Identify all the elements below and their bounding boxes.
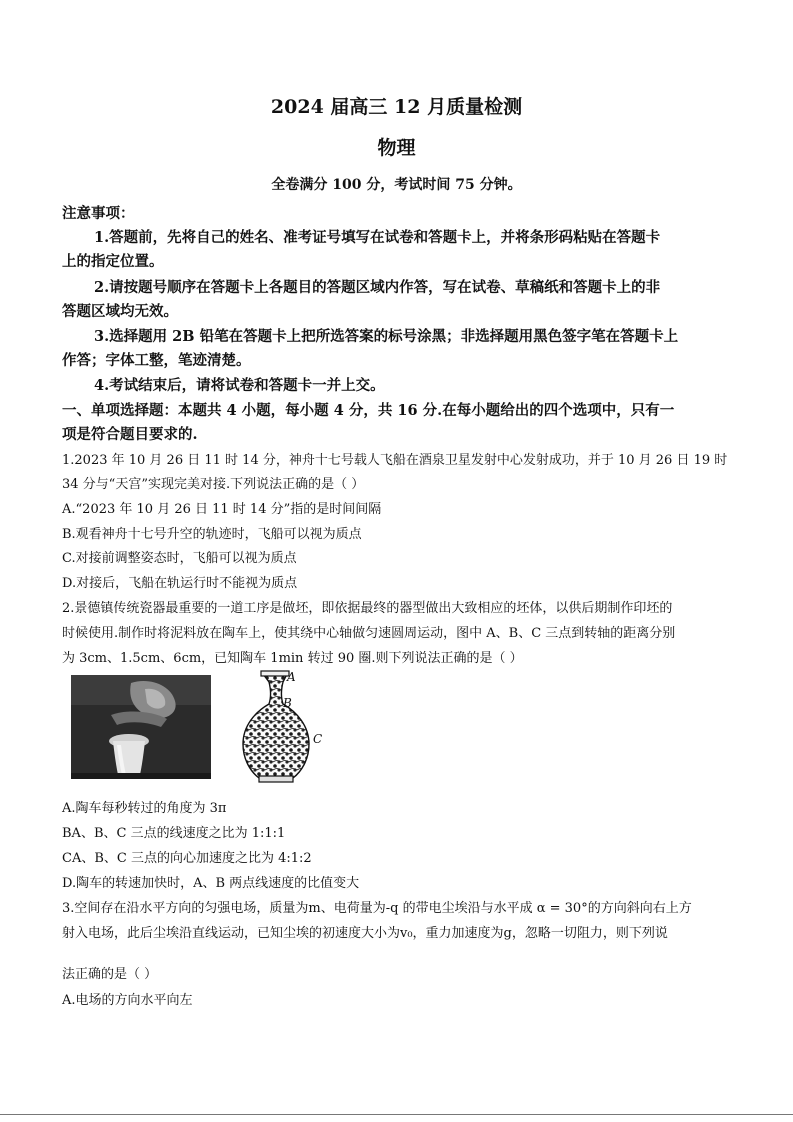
q1-option-a: A.“2023 年 10 月 26 日 11 时 14 分”指的是时间间隔 <box>62 502 382 517</box>
q3-stem: 3.空间存在沿水平方向的匀强电场，质量为m、电荷量为-q 的带电尘埃沿与水平成 α = 30°的方向斜向右上方 <box>62 901 692 916</box>
q1-stem: 34 分与“天宫”实现完美对接.下列说法正确的是（ ） <box>62 477 365 492</box>
q2-stem: 2.景德镇传统瓷器最重要的一道工序是做坯，即依据最终的器型做出大致相应的坯体，以供后期制作印坯的 <box>62 601 673 616</box>
notice-item: 作答；字体工整，笔迹清楚。 <box>62 352 251 369</box>
q1-stem: 1.2023 年 10 月 26 日 11 时 14 分，神舟十七号载人飞船在酒泉卫星发射中心发射成功，并于 10 月 26 日 19 时 <box>62 453 728 468</box>
q3-stem: 法正确的是（ ） <box>62 967 158 982</box>
q2-stem: 时候使用.制作时将泥料放在陶车上，使其绕中心轴做匀速圆周运动，图中 A、B、C 三点到转轴的距离分别 <box>62 626 676 641</box>
notice-item: 答题区域均无效。 <box>62 303 178 320</box>
exam-title: 2024 届高三 12 月质量检测 <box>270 96 523 118</box>
point-a-label: A <box>287 670 296 684</box>
notice-item: 2.请按题号顺序在答题卡上各题目的答题区域内作答，写在试卷、草稿纸和答题卡上的非 <box>94 279 661 296</box>
point-c-label: C <box>313 732 323 746</box>
q2-stem: 为 3cm、1.5cm、6cm，已知陶车 1min 转过 90 圈.则下列说法正确的是（ ） <box>62 651 523 666</box>
notice-item: 4.考试结束后，请将试卷和答题卡一并上交。 <box>94 377 385 394</box>
notice-heading: 注意事项： <box>62 205 135 222</box>
q1-option-d: D.对接后，飞船在轨运行时不能视为质点 <box>62 576 298 591</box>
q3-option-a: A.电场的方向水平向左 <box>62 993 193 1008</box>
q2-option-b: BA、B、C 三点的线速度之比为 1:1:1 <box>62 826 286 841</box>
q2-option-c: CA、B、C 三点的向心加速度之比为 4:1:2 <box>62 851 312 866</box>
pottery-wheel-photo <box>71 675 211 779</box>
exam-info: 全卷满分 100 分，考试时间 75 分钟。 <box>271 177 522 193</box>
vase-diagram <box>225 668 335 786</box>
subject-title: 物理 <box>377 137 416 159</box>
point-b-label: B <box>283 696 292 710</box>
q2-option-d: D.陶车的转速加快时，A、B 两点线速度的比值变大 <box>62 876 360 891</box>
page-bottom-rule <box>0 1114 793 1115</box>
q1-option-b: B.观看神舟十七号升空的轨迹时，飞船可以视为质点 <box>62 527 362 542</box>
section-heading-cont: 项是符合题目要求的. <box>62 426 198 443</box>
q2-option-a: A.陶车每秒转过的角度为 3π <box>62 801 227 816</box>
notice-item: 1.答题前，先将自己的姓名、准考证号填写在试卷和答题卡上，并将条形码粘贴在答题卡 <box>94 229 661 246</box>
q3-stem: 射入电场，此后尘埃沿直线运动，已知尘埃的初速度大小为v₀，重力加速度为g，忽略一切阻力，则下列说 <box>62 926 668 941</box>
section-heading: 一、单项选择题：本题共 4 小题，每小题 4 分，共 16 分.在每小题给出的四个选项中，只有一 <box>62 402 675 419</box>
notice-item: 上的指定位置。 <box>62 253 164 270</box>
q1-option-c: C.对接前调整姿态时，飞船可以视为质点 <box>62 551 297 566</box>
notice-item: 3.选择题用 2B 铅笔在答题卡上把所选答案的标号涂黑；非选择题用黑色签字笔在答题卡上 <box>94 328 679 345</box>
